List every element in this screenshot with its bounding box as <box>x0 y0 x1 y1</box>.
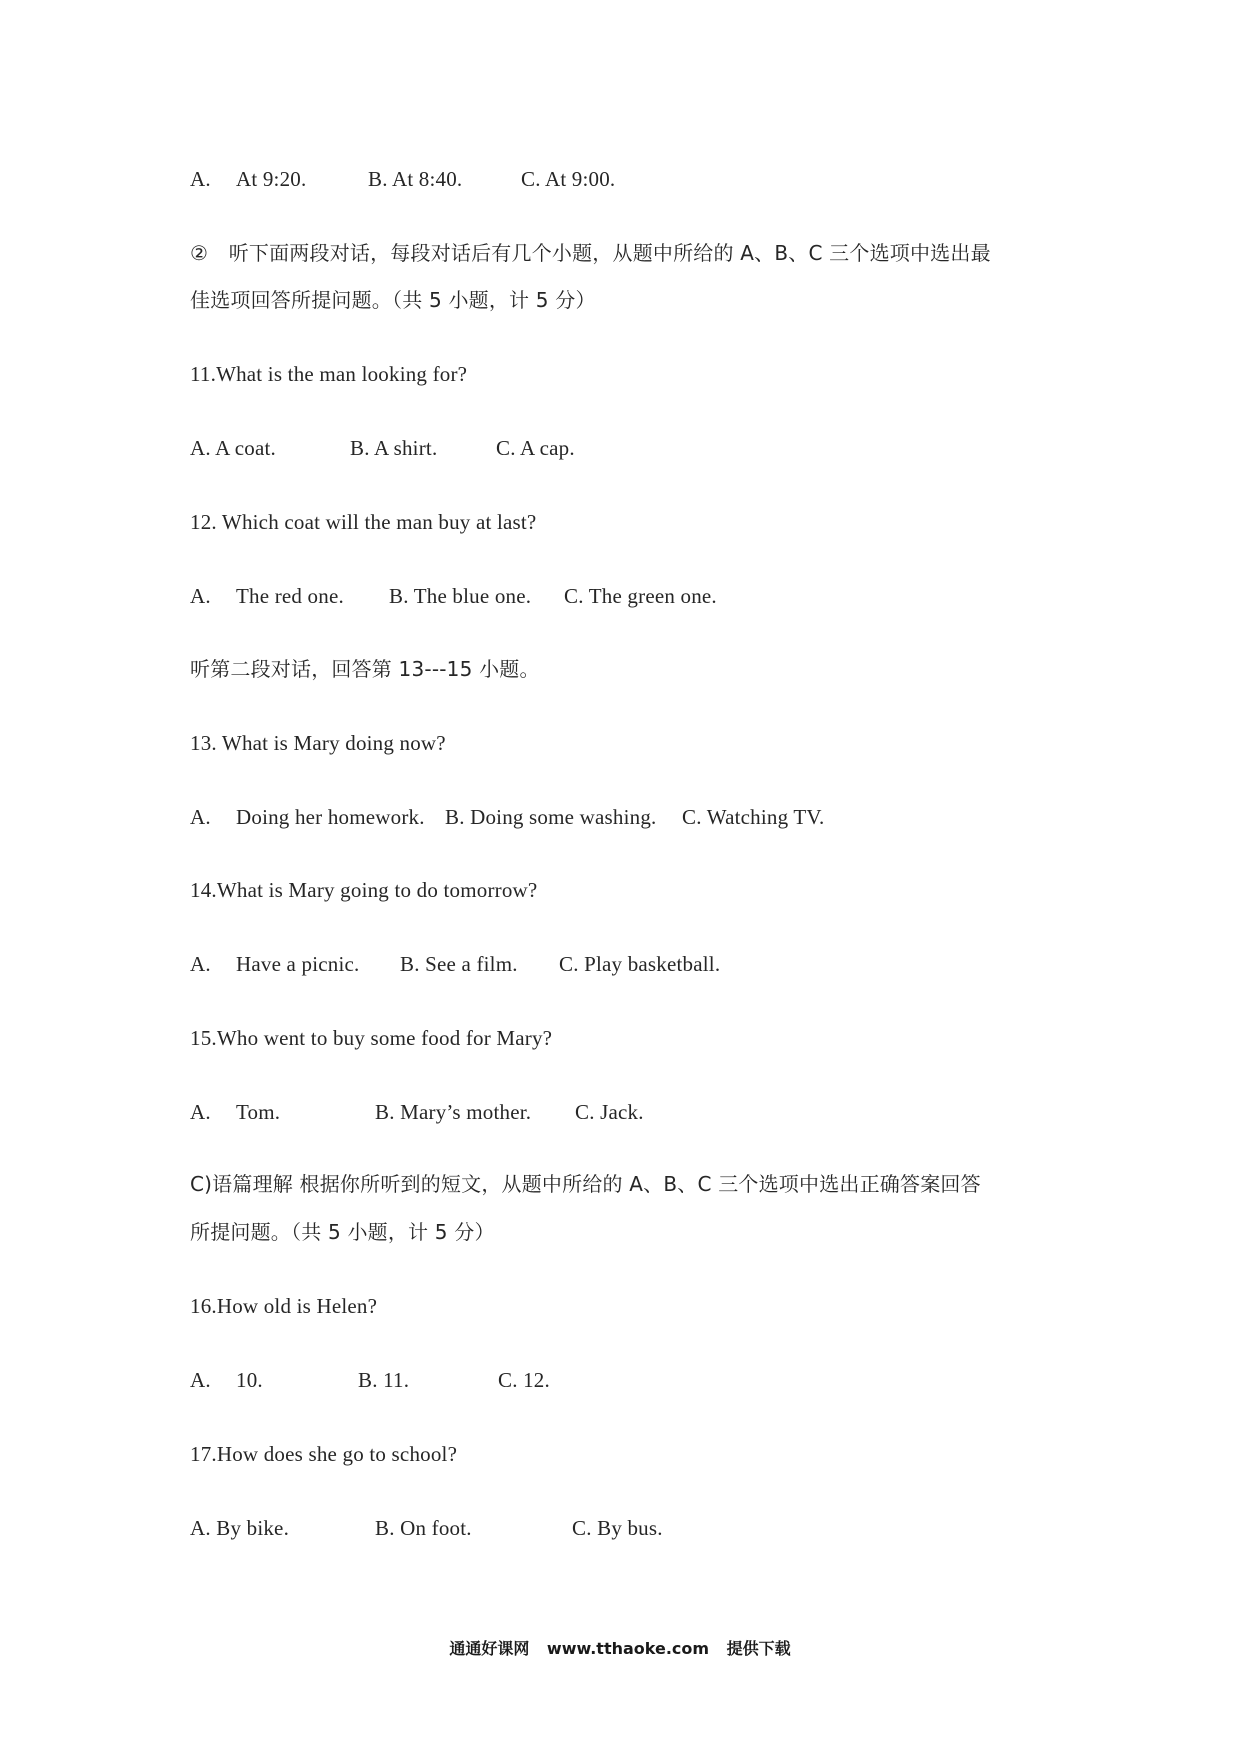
q14-option-a-text: Have a picnic. <box>236 952 360 976</box>
section2-marker: ② <box>190 241 209 265</box>
q11-option-c: C. A cap. <box>496 436 575 460</box>
q14-question: 14.What is Mary going to do tomorrow? <box>190 878 538 902</box>
q17-option-b: B. On foot. <box>375 1516 472 1540</box>
q15-option-a-label: A. <box>190 1100 211 1124</box>
q15-option-b: B. Mary’s mother. <box>375 1100 532 1124</box>
q12-question: 12. Which coat will the man buy at last? <box>190 510 537 534</box>
page-footer <box>0 1636 1240 1659</box>
q16-option-c: C. 12. <box>498 1368 550 1392</box>
q15-question: 15.Who went to buy some food for Mary? <box>190 1026 553 1050</box>
q13-option-a-label: A. <box>190 805 211 829</box>
q16-option-a-text: 10. <box>236 1368 263 1392</box>
section2-line1 <box>190 240 991 266</box>
q12-option-c: C. The green one. <box>564 584 717 608</box>
section2-instruction-1: 听下面两段对话，每段对话后有几个小题，从题中所给的 A、B、C 三个选项中选出最 <box>228 241 991 265</box>
q10-option-b: B. At 8:40. <box>368 167 463 191</box>
q11-question: 11.What is the man looking for? <box>190 362 468 386</box>
q17-option-a: A. By bike. <box>190 1516 290 1540</box>
footer-url[interactable]: www.tthaoke.com <box>546 1639 710 1658</box>
q10-option-a-text: At 9:20. <box>236 167 307 191</box>
section2-instruction-2: 佳选项回答所提问题。（共 5 小题，计 5 分） <box>190 288 596 312</box>
q17-question: 17.How does she go to school? <box>190 1442 458 1466</box>
q10-option-a-label: A. <box>190 167 211 191</box>
sectionC-instruction-1: C)语篇理解 根据你所听到的短文，从题中所给的 A、B、C 三个选项中选出正确答案回答 <box>190 1172 981 1196</box>
q17-option-c: C. By bus. <box>572 1516 663 1540</box>
q16-question: 16.How old is Helen? <box>190 1294 378 1318</box>
q11-option-b: B. A shirt. <box>350 436 438 460</box>
q13-option-c: C. Watching TV. <box>682 805 825 829</box>
q16-option-a-label: A. <box>190 1368 211 1392</box>
q13-question: 13. What is Mary doing now? <box>190 731 446 755</box>
q16-option-b: B. 11. <box>358 1368 410 1392</box>
footer-suffix: 提供下载 <box>726 1639 791 1658</box>
q10-option-c: C. At 9:00. <box>521 167 616 191</box>
dialog2-intro: 听第二段对话，回答第 13---15 小题。 <box>190 657 540 681</box>
q13-option-a-text: Doing her homework. <box>236 805 425 829</box>
q14-option-b: B. See a film. <box>400 952 518 976</box>
q12-option-a-text: The red one. <box>236 584 344 608</box>
q12-option-a-label: A. <box>190 584 211 608</box>
q11-option-a: A. A coat. <box>190 436 276 460</box>
q14-option-a-label: A. <box>190 952 211 976</box>
q15-option-a-text: Tom. <box>236 1100 281 1124</box>
q13-option-b: B. Doing some washing. <box>445 805 657 829</box>
q15-option-c: C. Jack. <box>575 1100 644 1124</box>
q12-option-b: B. The blue one. <box>389 584 532 608</box>
footer-site-name: 通通好课网 <box>449 1639 530 1658</box>
sectionC-instruction-2: 所提问题。（共 5 小题，计 5 分） <box>190 1220 495 1244</box>
q14-option-c: C. Play basketball. <box>559 952 721 976</box>
